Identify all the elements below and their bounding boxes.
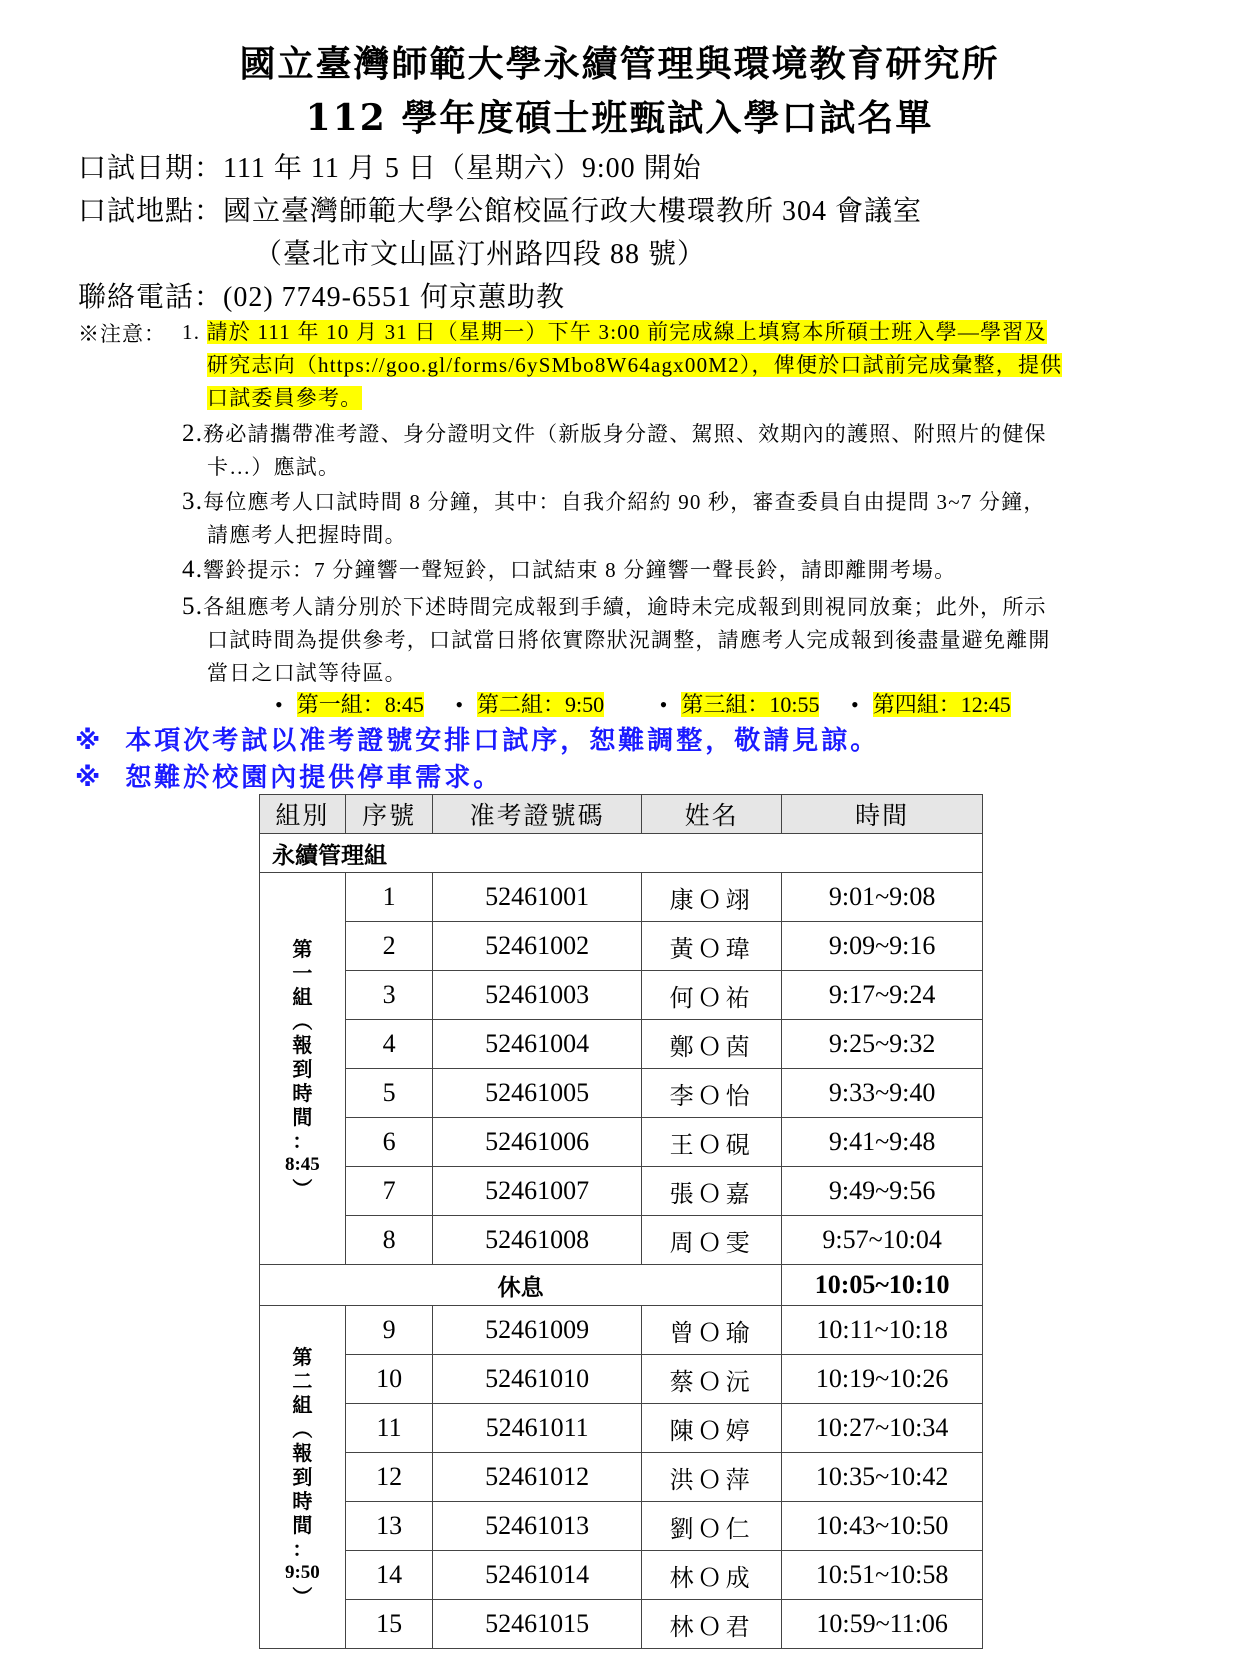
section-title: 永續管理組 (260, 834, 983, 873)
note-5 (182, 590, 1162, 690)
note-number: 2. (182, 420, 204, 447)
note-5-line-1: 各組應考人請分別於下述時間完成報到手續，逾時未完成報到則視同放棄；此外，所示 (203, 595, 1047, 619)
table-row: 第 二 組 ︵ 報 到 時 間 ： 9:50 ︶ 9 52461009 曾Ｏ瑜 10:11~10:18 (260, 1306, 983, 1355)
note-1-line-1: 請於 111 年 10 月 31 日（星期一）下午 3:00 前完成線上填寫本所碩士班入學—學習及 (206, 320, 1047, 344)
document-subtitle: 112 學年度碩士班甄試入學口試名單 (305, 97, 934, 139)
alert-exam-order: ※ 本項次考試以准考證號安排口試序，恕難調整，敬請見諒。 (75, 726, 880, 756)
table-row: 11 52461011 陳Ｏ婷 10:27~10:34 (260, 1404, 983, 1453)
table-row: 3 52461003 何Ｏ祐 9:17~9:24 (260, 971, 983, 1020)
checkin-group-2: • 第二組：9:50 (455, 692, 605, 717)
note-number: 5. (182, 593, 204, 620)
col-header-time: 時間 (782, 795, 983, 834)
note-4 (182, 553, 1162, 587)
group-2-label: 第 二 組 ︵ 報 到 時 間 ： 9:50 ︶ (260, 1306, 346, 1649)
table-row: 13 52461013 劉Ｏ仁 10:43~10:50 (260, 1502, 983, 1551)
exam-location: 口試地點：國立臺灣師範大學公館校區行政大樓環教所 304 會議室 (78, 196, 923, 227)
break-row (260, 1265, 983, 1306)
table-header-row (260, 795, 983, 834)
note-3 (182, 485, 1162, 552)
break-label: 休息 (260, 1265, 782, 1306)
table-row: 7 52461007 張Ｏ嘉 9:49~9:56 (260, 1167, 983, 1216)
contact-phone: 聯絡電話：(02) 7749-6551 何京蕙助教 (78, 282, 565, 313)
note-2 (182, 417, 1162, 484)
reference-mark-icon: ※ (75, 763, 104, 793)
table-row: 8 52461008 周Ｏ雯 9:57~10:04 (260, 1216, 983, 1265)
table-row: 4 52461004 鄭Ｏ茵 9:25~9:32 (260, 1020, 983, 1069)
alert-parking: ※ 恕難於校園內提供停車需求。 (75, 763, 503, 793)
checkin-group-1: • 第一組：8:45 (275, 692, 424, 717)
note-5-line-3: 當日之口試等待區。 (207, 661, 407, 685)
bullet-icon: • (659, 692, 668, 717)
table-row: 2 52461002 黃Ｏ瑋 9:09~9:16 (260, 922, 983, 971)
note-number: 1. (182, 320, 201, 344)
checkin-times (275, 688, 1037, 719)
note-3-line-2: 請應考人把握時間。 (207, 523, 407, 547)
note-3-line-1: 每位應考人口試時間 8 分鐘，其中：自我介紹約 90 秒，審查委員自由提問 3~7 分鐘， (203, 490, 1046, 514)
col-header-group: 組別 (260, 795, 346, 834)
table-row: 10 52461010 蔡Ｏ沅 10:19~10:26 (260, 1355, 983, 1404)
table-row: 第 一 組 ︵ 報 到 時 間 ： 8:45 ︶ 1 52461001 康Ｏ翊 9:01~9:08 (260, 873, 983, 922)
note-4-line-1: 響鈴提示：7 分鐘響一聲短鈴，口試結束 8 分鐘響一聲長鈴，請即離開考場。 (203, 558, 957, 582)
note-2-line-1: 務必請攜帶准考證、身分證明文件（新版身分證、駕照、效期內的護照、附照片的健保 (203, 422, 1047, 446)
col-header-ticket: 准考證號碼 (433, 795, 641, 834)
bullet-icon: • (850, 692, 859, 717)
col-header-name: 姓名 (641, 795, 781, 834)
section-row (260, 834, 983, 873)
note-2-line-2: 卡…）應試。 (207, 455, 341, 479)
note-number: 3. (182, 488, 204, 515)
col-header-seq: 序號 (345, 795, 433, 834)
note-number: 4. (182, 556, 204, 583)
checkin-group-3: • 第三組：10:55 (659, 692, 820, 717)
break-time: 10:05~10:10 (782, 1265, 983, 1306)
document-title: 國立臺灣師範大學永續管理與環境教育研究所 (239, 43, 1000, 85)
reference-mark-icon: ※ (75, 726, 104, 756)
table-row: 6 52461006 王Ｏ硯 9:41~9:48 (260, 1118, 983, 1167)
note-1-line-3: 口試委員參考。 (207, 386, 363, 410)
bullet-icon: • (455, 692, 464, 717)
note-1 (182, 316, 1162, 415)
notes-heading: ※注意： (78, 322, 166, 346)
exam-address: （臺北市文山區汀州路四段 88 號） (254, 239, 707, 270)
table-row: 5 52461005 李Ｏ怡 9:33~9:40 (260, 1069, 983, 1118)
note-1-line-2: 研究志向（https://goo.gl/forms/6ySMbo8W64agx00M2），俾便於口試前完成彙整，提供 (207, 353, 1063, 377)
checkin-group-4: • 第四組：12:45 (850, 692, 1011, 717)
table-row: 12 52461012 洪Ｏ萍 10:35~10:42 (260, 1453, 983, 1502)
bullet-icon: • (275, 692, 283, 717)
table-row: 14 52461014 林Ｏ成 10:51~10:58 (260, 1551, 983, 1600)
table-row: 15 52461015 林Ｏ君 10:59~11:06 (260, 1600, 983, 1649)
exam-date: 口試日期：111 年 11 月 5 日（星期六）9:00 開始 (78, 153, 702, 184)
interview-schedule-table (259, 794, 983, 1649)
group-1-label: 第 一 組 ︵ 報 到 時 間 ： 8:45 ︶ (260, 873, 346, 1265)
note-5-line-2: 口試時間為提供參考，口試當日將依實際狀況調整，請應考人完成報到後盡量避免離開 (207, 628, 1051, 652)
